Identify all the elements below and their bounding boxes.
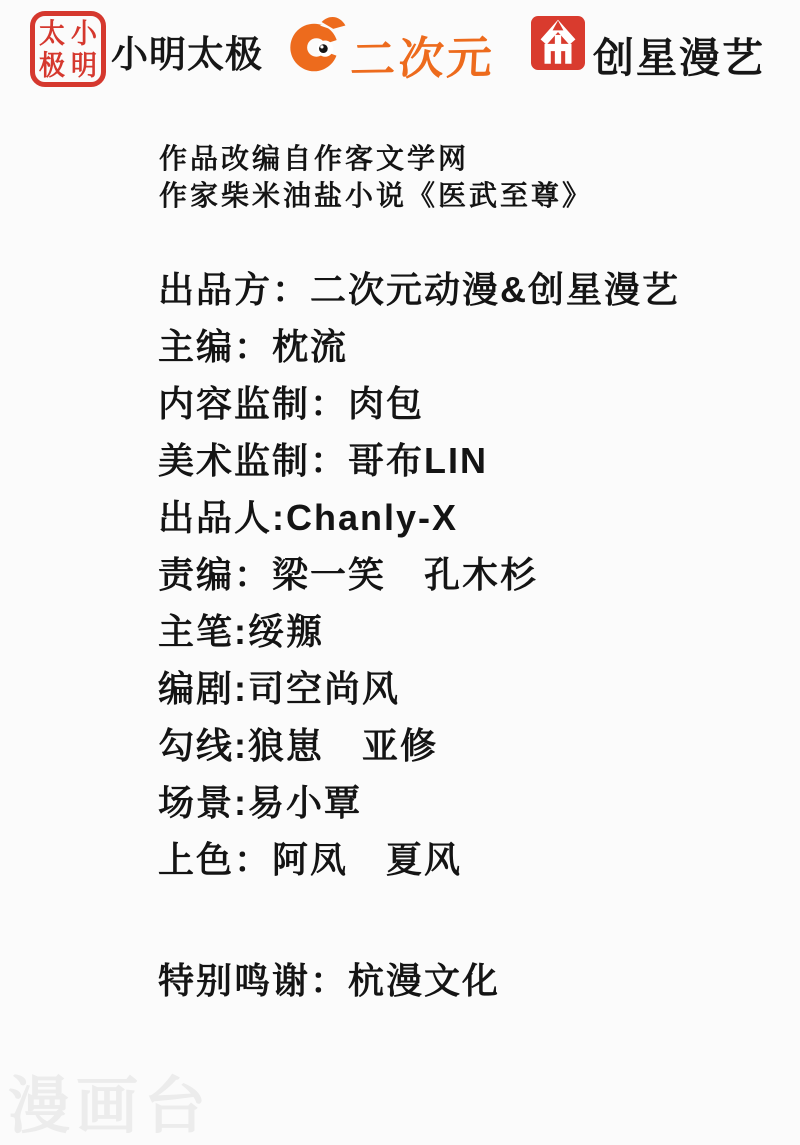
brand-xiaoming-taiji-label: 小明太极 (111, 34, 263, 75)
xiaoming-taiji-seal-icon (30, 11, 106, 87)
chuangxing-manyi-logo-icon (531, 16, 585, 70)
adaptation-note (159, 140, 593, 214)
seal-char: 极 (38, 49, 65, 81)
credit-line-editors: 责编：梁一笑 孔木杉 (158, 554, 539, 595)
credit-line-chief-editor: 主编：枕流 (158, 326, 349, 367)
credit-line-coloring: 上色：阿凤 夏风 (158, 839, 463, 880)
credit-line-lead-artist: 主笔:绥羱 (158, 611, 324, 652)
brand-chuangxing-manyi-label: 创星漫艺 (593, 35, 765, 81)
seal-char: 明 (70, 49, 97, 81)
credit-line-screenwriter: 编剧:司空尚风 (158, 668, 400, 709)
erciyuan-logo-icon (288, 14, 346, 74)
manhuatai-watermark: 漫画台 (8, 1072, 213, 1141)
brand-bar (0, 0, 800, 102)
special-thanks-line: 特别鸣谢：杭漫文化 (158, 960, 501, 1001)
credit-line-art-super: 美术监制：哥布LIN (158, 440, 488, 481)
adaptation-note-line1: 作品改编自作客文学网 (159, 143, 470, 174)
credit-line-producer: 出品方：二次元动漫&创星漫艺 (158, 269, 680, 310)
adaptation-note-line2: 作家柴米油盐小说《医武至尊》 (159, 180, 594, 211)
brand-erciyuan-label: 二次元 (349, 31, 497, 86)
seal-char: 太 (38, 17, 65, 49)
seal-char: 小 (70, 17, 97, 49)
credit-line-backgrounds: 场景:易小覃 (158, 782, 362, 823)
credit-line-content-super: 内容监制：肉包 (158, 383, 425, 424)
credit-line-line-art: 勾线:狼崽 亚修 (158, 725, 438, 766)
credit-line-publisher: 出品人:Chanly-X (158, 497, 459, 538)
credits-list (158, 261, 680, 1009)
